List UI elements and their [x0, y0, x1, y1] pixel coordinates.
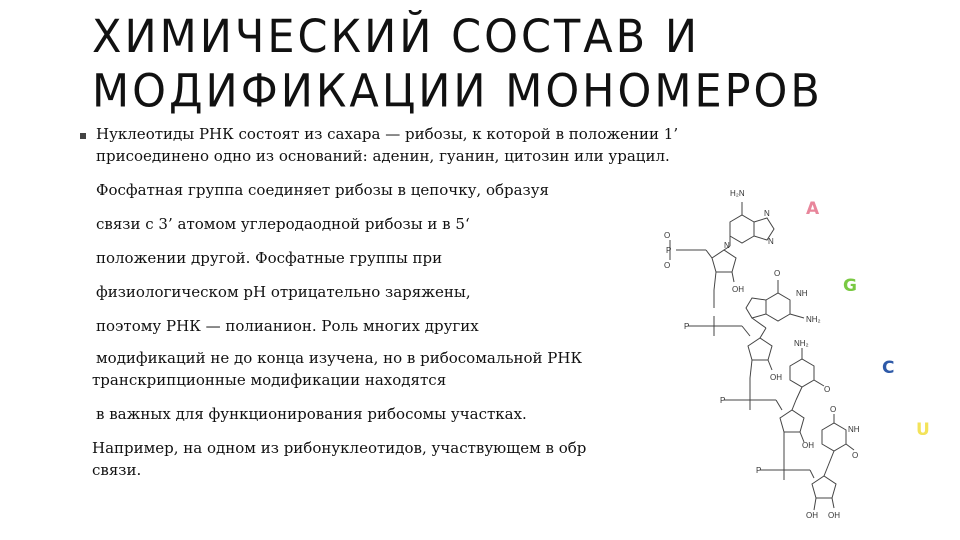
atom-label-adenine-oh: OH: [732, 285, 744, 294]
atom-label-phosphate-3-p: P: [720, 396, 726, 405]
body-line-1: Фосфатная группа соединяет рибозы в цепочку, образуя: [96, 181, 550, 199]
atom-label-uracil-o-top: O: [830, 405, 837, 414]
atom-label-uracil-o: O: [852, 451, 859, 460]
slide-title-line-1: ХИМИЧЕСКИЙ СОСТАВ И: [92, 11, 701, 64]
label-guanine: G: [843, 276, 857, 296]
rna-structure-diagram: [648, 178, 860, 523]
body-line-8: в важных для функционирования рибосомы участках.: [96, 405, 527, 423]
atom-label-cytosine-nh2: NH₂: [794, 339, 809, 348]
atom-label-guanine-oh: OH: [770, 373, 782, 382]
body-line-7: транскрипционные модификации находятся: [92, 371, 447, 389]
slide-title: [92, 10, 872, 119]
atom-label-uracil-oh-1: OH: [806, 511, 818, 520]
atom-label-phosphate-o-top: O: [664, 231, 671, 240]
label-uracil: U: [916, 420, 930, 440]
atom-label-phosphate-p: P: [666, 246, 672, 255]
atom-label-guanine-nh2: NH₂: [806, 315, 821, 324]
atom-label-adenine-n-glyco: N: [724, 241, 730, 250]
atom-label-adenine-n7: N: [764, 209, 770, 218]
label-cytosine: C: [882, 358, 895, 378]
body-line-6: модификаций не до конца изучена, но в рибосомальной РНК: [96, 349, 583, 367]
atom-label-cytosine-o: O: [824, 385, 831, 394]
body-line-5: поэтому РНК — полианион. Роль многих других: [96, 317, 479, 335]
bullet-marker: [80, 133, 86, 139]
body-line-10: связи.: [92, 461, 142, 479]
bullet-text-line-1: Нуклеотиды РНК состоят из сахара — рибозы, к которой в положении 1’: [96, 125, 679, 143]
atom-label-uracil-oh-2: OH: [828, 511, 840, 520]
body-line-4: физиологическом рН отрицательно заряжены,: [96, 283, 471, 301]
atom-label-phosphate-4-p: P: [756, 466, 762, 475]
atom-label-cytosine-oh: OH: [802, 441, 814, 450]
atom-label-adenine-n9: N: [768, 237, 774, 246]
label-adenine: A: [806, 199, 820, 219]
body-line-9: Например, на одном из рибонуклеотидов, участвующем в обр: [92, 439, 587, 457]
atom-label-guanine-nh: NH: [796, 289, 808, 298]
body-line-3: положении другой. Фосфатные группы при: [96, 249, 443, 267]
atom-label-uracil-nh: NH: [848, 425, 860, 434]
atom-label-adenine-amine: H₂N: [730, 189, 745, 198]
atom-label-phosphate-2-p: P: [684, 322, 690, 331]
body-line-2: связи с 3’ атомом углеродаодной рибозы и в 5‘: [96, 215, 470, 233]
bullet-text-line-2: присоединено одно из оснований: аденин, гуанин, цитозин или урацил.: [96, 147, 670, 165]
atom-label-phosphate-o-bottom: O: [664, 261, 671, 270]
atom-label-guanine-o: O: [774, 269, 781, 278]
slide-title-line-2: МОДИФИКАЦИИ МОНОМЕРОВ: [92, 65, 823, 119]
